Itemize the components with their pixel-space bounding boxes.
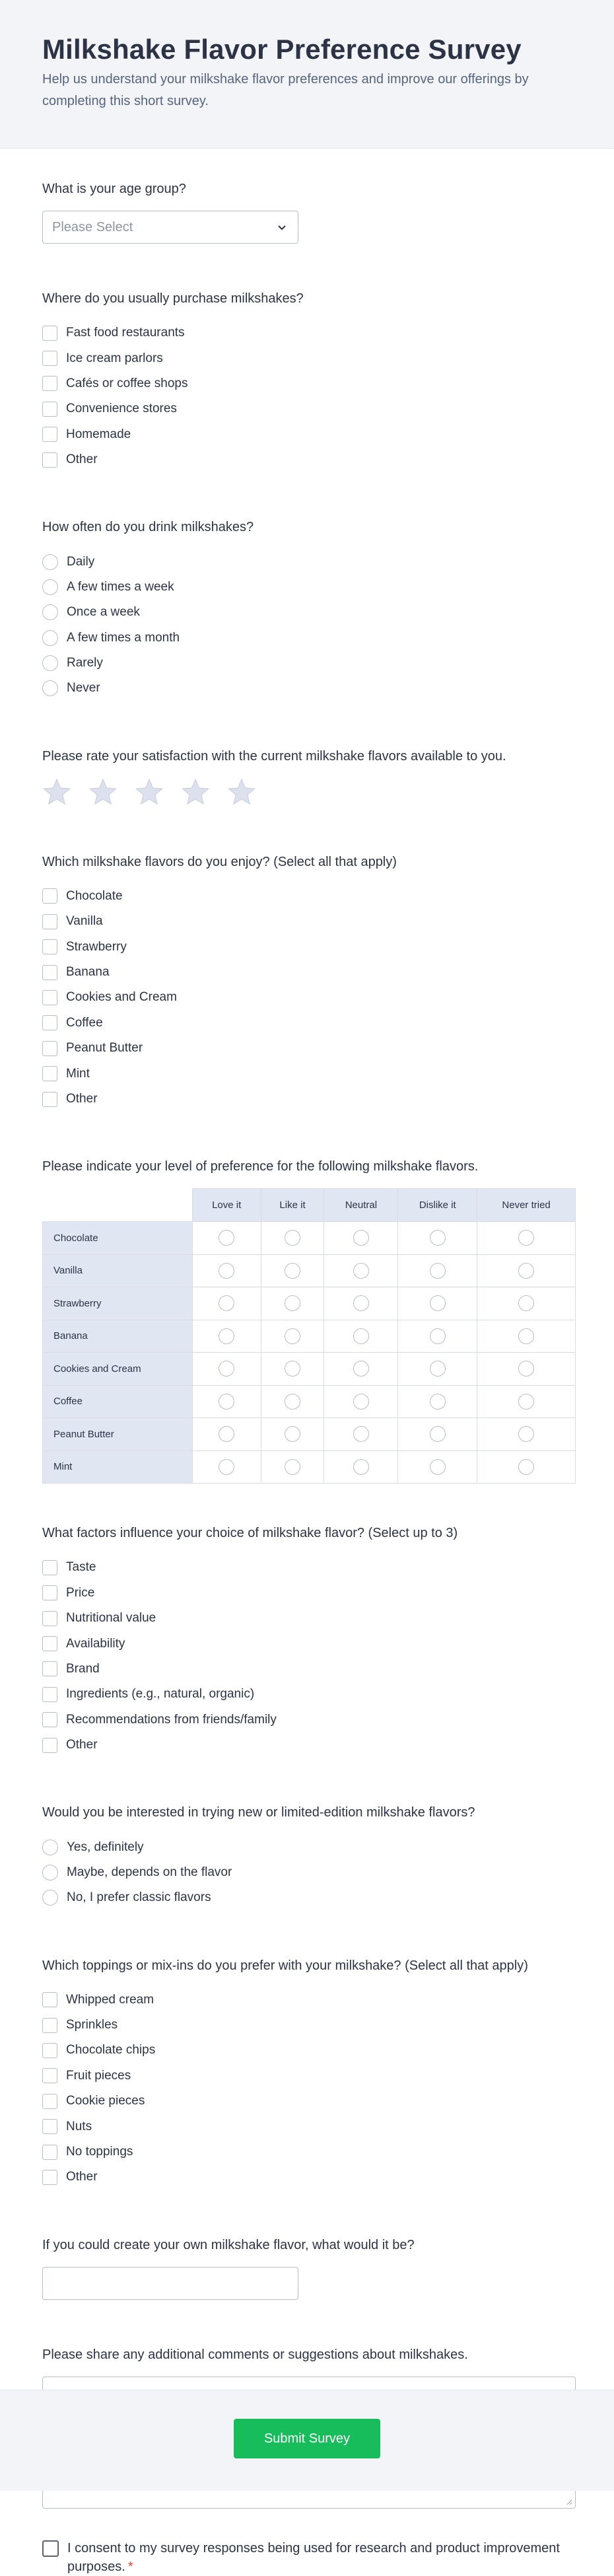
checkbox[interactable] [42, 965, 57, 980]
matrix-header-row [43, 1189, 576, 1222]
topping-options [42, 1987, 572, 2190]
matrix-radio-button[interactable] [353, 1328, 369, 1344]
matrix-cell [324, 1353, 398, 1386]
matrix-radio-button[interactable] [430, 1263, 446, 1279]
checkbox[interactable] [42, 2145, 57, 2160]
matrix-radio-button[interactable] [430, 1459, 446, 1475]
matrix-column-header: Like it [261, 1189, 324, 1222]
option-label: Price [66, 1585, 95, 1600]
matrix-row [43, 1254, 576, 1287]
matrix-cell [192, 1320, 261, 1353]
option-label: Nutritional value [66, 1611, 156, 1626]
matrix-row-label: Coffee [43, 1385, 193, 1418]
checkbox[interactable] [42, 1041, 57, 1056]
chevron-down-icon [275, 221, 289, 234]
matrix-radio-button[interactable] [219, 1263, 234, 1279]
matrix-row [43, 1320, 576, 1353]
matrix-cell [398, 1320, 477, 1353]
matrix-cell [324, 1385, 398, 1418]
form-header [0, 0, 614, 149]
matrix-radio-button[interactable] [518, 1263, 534, 1279]
matrix-radio-button[interactable] [518, 1230, 534, 1246]
checkbox[interactable] [42, 376, 57, 391]
option-label: Other [66, 1738, 98, 1752]
radio-button[interactable] [42, 604, 58, 620]
matrix-cell [398, 1222, 477, 1255]
checkbox-option[interactable] [42, 1606, 572, 1631]
question-age-group [42, 179, 572, 244]
matrix-radio-button[interactable] [430, 1361, 446, 1377]
radio-option[interactable] [42, 1885, 572, 1910]
checkbox-option[interactable] [42, 447, 572, 472]
checkbox[interactable] [42, 1092, 57, 1107]
matrix-radio-button[interactable] [353, 1263, 369, 1279]
checkbox[interactable] [42, 939, 57, 954]
option-label: Peanut Butter [66, 1041, 143, 1055]
radio-option[interactable] [42, 1834, 572, 1859]
matrix-radio-button[interactable] [353, 1361, 369, 1377]
matrix-cell [261, 1450, 324, 1484]
checkbox[interactable] [42, 1661, 57, 1676]
question-label: How often do you drink milkshakes? [42, 520, 254, 535]
option-label: No, I prefer classic flavors [67, 1890, 211, 1905]
matrix-column-header: Never tried [477, 1189, 576, 1222]
radio-option[interactable] [42, 676, 572, 701]
matrix-cell [192, 1385, 261, 1418]
checkbox-option[interactable] [42, 1087, 572, 1112]
checkbox-option[interactable] [42, 2089, 572, 2114]
checkbox[interactable] [42, 402, 57, 417]
checkbox-option[interactable] [42, 396, 572, 421]
matrix-radio-button[interactable] [219, 1230, 234, 1246]
matrix-cell [477, 1254, 576, 1287]
star-icon[interactable] [42, 778, 71, 806]
radio-button[interactable] [42, 680, 58, 696]
matrix-radio-button[interactable] [353, 1426, 369, 1442]
matrix-cell [477, 1222, 576, 1255]
star-icon[interactable] [227, 778, 256, 806]
form-content [0, 149, 614, 2576]
star-icon[interactable] [135, 778, 164, 806]
question-new-flavors [42, 1803, 572, 1910]
matrix-cell [324, 1320, 398, 1353]
radio-button[interactable] [42, 579, 58, 595]
radio-option[interactable] [42, 651, 572, 676]
matrix-cell [192, 1287, 261, 1320]
option-label: Ingredients (e.g., natural, organic) [66, 1687, 255, 1701]
checkbox[interactable] [42, 990, 57, 1005]
checkbox[interactable] [42, 2018, 57, 2033]
matrix-radio-button[interactable] [285, 1263, 300, 1279]
checkbox[interactable] [42, 1585, 57, 1600]
matrix-radio-button[interactable] [285, 1361, 300, 1377]
question-label: What is your age group? [42, 182, 186, 196]
checkbox[interactable] [42, 2119, 57, 2134]
matrix-cell [324, 1418, 398, 1451]
matrix-radio-button[interactable] [353, 1394, 369, 1410]
checkbox-option[interactable] [42, 1061, 572, 1086]
matrix-row [43, 1222, 576, 1255]
question-label: If you could create your own milkshake flavor, what would it be? [42, 2237, 415, 2252]
matrix-row-label: Cookies and Cream [43, 1353, 193, 1386]
matrix-radio-button[interactable] [430, 1295, 446, 1311]
checkbox[interactable] [42, 1066, 57, 1081]
preference-matrix-table [42, 1188, 576, 1484]
required-mark: * [127, 2559, 133, 2574]
matrix-radio-button[interactable] [518, 1328, 534, 1344]
option-label: Chocolate [66, 888, 123, 903]
checkbox[interactable] [42, 1560, 57, 1575]
matrix-cell [261, 1222, 324, 1255]
star-icon[interactable] [181, 778, 210, 806]
checkbox-option[interactable] [42, 422, 572, 447]
radio-button[interactable] [42, 1840, 58, 1855]
matrix-radio-button[interactable] [430, 1328, 446, 1344]
option-label: Rarely [67, 656, 103, 670]
matrix-row-label: Mint [43, 1450, 193, 1484]
checkbox-option[interactable] [42, 1657, 572, 1682]
checkbox[interactable] [42, 888, 57, 904]
star-rating [42, 778, 572, 806]
option-label: Cookies and Cream [66, 990, 177, 1005]
submit-button[interactable]: Submit Survey [234, 2419, 380, 2458]
matrix-row [43, 1418, 576, 1451]
matrix-radio-button[interactable] [285, 1394, 300, 1410]
matrix-radio-button[interactable] [219, 1361, 234, 1377]
matrix-radio-button[interactable] [219, 1459, 234, 1475]
matrix-cell [477, 1450, 576, 1484]
matrix-cell [261, 1353, 324, 1386]
matrix-row [43, 1353, 576, 1386]
page-subtitle: Help us understand your milkshake flavor preferences and improve our offerings by completing this short survey. [42, 72, 529, 108]
checkbox-option[interactable] [42, 1036, 572, 1061]
matrix-row [43, 1450, 576, 1484]
frequency-options [42, 549, 572, 701]
question-toppings [42, 1956, 572, 2190]
checkbox-option[interactable] [42, 2013, 572, 2038]
checkbox[interactable] [42, 427, 57, 442]
radio-option[interactable] [42, 626, 572, 651]
checkbox-option[interactable] [42, 909, 572, 934]
option-label: Fruit pieces [66, 2068, 131, 2083]
radio-button[interactable] [42, 630, 58, 646]
matrix-cell [477, 1418, 576, 1451]
matrix-cell [261, 1418, 324, 1451]
matrix-radio-button[interactable] [219, 1426, 234, 1442]
matrix-cell [324, 1222, 398, 1255]
checkbox[interactable] [42, 2068, 57, 2083]
question-satisfaction [42, 746, 572, 806]
resize-grip-icon[interactable] [566, 2499, 572, 2505]
option-label: Nuts [66, 2119, 92, 2133]
matrix-radio-button[interactable] [430, 1426, 446, 1442]
option-label: Sprinkles [66, 2018, 118, 2032]
matrix-row [43, 1385, 576, 1418]
matrix-cell [398, 1385, 477, 1418]
option-label: Yes, definitely [67, 1840, 144, 1854]
matrix-row-label: Vanilla [43, 1254, 193, 1287]
matrix-row-label: Chocolate [43, 1222, 193, 1255]
radio-option[interactable] [42, 549, 572, 574]
option-label: Homemade [66, 427, 131, 441]
matrix-cell [477, 1385, 576, 1418]
option-label: Convenience stores [66, 402, 177, 416]
question-label: Please rate your satisfaction with the current milkshake flavors available to you. [42, 748, 506, 764]
matrix-cell [192, 1353, 261, 1386]
checkbox[interactable] [42, 1611, 57, 1626]
age-group-dropdown[interactable] [42, 211, 298, 244]
question-preference-matrix [42, 1157, 572, 1484]
matrix-cell [192, 1450, 261, 1484]
question-factors [42, 1523, 572, 1758]
form-footer [0, 2390, 614, 2491]
matrix-radio-button[interactable] [285, 1459, 300, 1475]
matrix-cell [324, 1254, 398, 1287]
matrix-radio-button[interactable] [353, 1230, 369, 1246]
matrix-radio-button[interactable] [518, 1394, 534, 1410]
checkbox-option[interactable] [42, 2114, 572, 2139]
question-flavors [42, 852, 572, 1112]
checkbox[interactable] [42, 1712, 57, 1727]
question-purchase-location [42, 289, 572, 472]
checkbox[interactable] [42, 2170, 57, 2185]
matrix-cell [398, 1418, 477, 1451]
checkbox-option[interactable] [42, 884, 572, 909]
checkbox-option[interactable] [42, 1987, 572, 2013]
option-label: Strawberry [66, 939, 127, 954]
question-label: Which toppings or mix-ins do you prefer with your milkshake? (Select all that apply) [42, 1958, 528, 1973]
question-label: Where do you usually purchase milkshakes? [42, 291, 304, 306]
checkbox-option[interactable] [42, 320, 572, 345]
checkbox-option[interactable] [42, 2165, 572, 2190]
checkbox-option[interactable] [42, 1581, 572, 1606]
checkbox-option[interactable] [42, 1011, 572, 1036]
matrix-cell [324, 1450, 398, 1484]
question-label: Would you be interested in trying new or limited-edition milkshake flavors? [42, 1805, 475, 1820]
checkbox[interactable] [42, 1687, 57, 1702]
matrix-radio-button[interactable] [285, 1328, 300, 1344]
option-label: No toppings [66, 2145, 133, 2159]
matrix-column-header: Neutral [324, 1189, 398, 1222]
matrix-row-label: Peanut Butter [43, 1418, 193, 1451]
checkbox[interactable] [42, 1636, 57, 1651]
option-label: Taste [66, 1560, 96, 1575]
option-label: Whipped cream [66, 1992, 154, 2007]
checkbox[interactable] [42, 452, 57, 468]
matrix-radio-button[interactable] [518, 1459, 534, 1475]
consent-text: I consent to my survey responses being used for research and product improvement purposes. [67, 2540, 560, 2574]
checkbox-option[interactable] [42, 2063, 572, 2089]
checkbox[interactable] [42, 1015, 57, 1030]
matrix-radio-button[interactable] [285, 1426, 300, 1442]
matrix-cell [261, 1287, 324, 1320]
matrix-radio-button[interactable] [518, 1295, 534, 1311]
checkbox[interactable] [42, 351, 57, 366]
matrix-cell [192, 1418, 261, 1451]
option-label: Brand [66, 1661, 100, 1676]
question-frequency [42, 517, 572, 701]
option-label: A few times a month [67, 630, 180, 645]
question-label: Please indicate your level of preference for the following milkshake flavors. [42, 1159, 479, 1174]
matrix-cell [261, 1254, 324, 1287]
matrix-cell [261, 1320, 324, 1353]
checkbox-option[interactable] [42, 960, 572, 985]
dropdown-placeholder: Please Select [52, 219, 133, 234]
option-label: Daily [67, 554, 95, 569]
checkbox[interactable] [42, 2043, 57, 2058]
option-label: Availability [66, 1636, 125, 1651]
radio-option[interactable] [42, 600, 572, 625]
checkbox-option[interactable] [42, 2038, 572, 2063]
consent-field [42, 2539, 572, 2576]
matrix-radio-button[interactable] [219, 1394, 234, 1410]
option-label: Fast food restaurants [66, 326, 185, 340]
matrix-cell [192, 1222, 261, 1255]
matrix-radio-button[interactable] [353, 1459, 369, 1475]
option-label: Once a week [67, 605, 140, 620]
radio-button[interactable] [42, 655, 58, 671]
radio-option[interactable] [42, 575, 572, 600]
option-label: Never [67, 681, 100, 696]
option-label: Other [66, 2170, 98, 2184]
matrix-radio-button[interactable] [353, 1295, 369, 1311]
radio-option[interactable] [42, 1860, 572, 1885]
matrix-cell [398, 1353, 477, 1386]
option-label: Ice cream parlors [66, 351, 163, 365]
option-label: Coffee [66, 1015, 103, 1030]
matrix-radio-button[interactable] [219, 1328, 234, 1344]
checkbox-option[interactable] [42, 1682, 572, 1707]
matrix-cell [192, 1254, 261, 1287]
option-label: A few times a week [67, 579, 174, 594]
matrix-radio-button[interactable] [518, 1361, 534, 1377]
checkbox[interactable] [42, 914, 57, 929]
question-own-flavor [42, 2235, 572, 2300]
purchase-options [42, 320, 572, 472]
page-title: Milkshake Flavor Preference Survey [42, 34, 522, 65]
matrix-cell [477, 1320, 576, 1353]
option-label: Other [66, 1092, 98, 1106]
option-label: Cookie pieces [66, 2094, 145, 2108]
checkbox-option[interactable] [42, 985, 572, 1010]
option-label: Maybe, depends on the flavor [67, 1865, 232, 1879]
consent-checkbox[interactable] [42, 2540, 59, 2557]
matrix-column-header: Love it [192, 1189, 261, 1222]
matrix-cell [398, 1287, 477, 1320]
matrix-cell [398, 1254, 477, 1287]
matrix-cell [261, 1385, 324, 1418]
checkbox[interactable] [42, 326, 57, 341]
option-label: Recommendations from friends/family [66, 1712, 277, 1727]
checkbox[interactable] [42, 1738, 57, 1753]
question-label: Please share any additional comments or suggestions about milkshakes. [42, 2347, 468, 2362]
checkbox-option[interactable] [42, 1631, 572, 1656]
option-label: Banana [66, 965, 110, 980]
new-flavor-options [42, 1834, 572, 1910]
radio-button[interactable] [42, 554, 58, 570]
matrix-row [43, 1287, 576, 1320]
matrix-cell [477, 1353, 576, 1386]
matrix-row-label: Strawberry [43, 1287, 193, 1320]
question-label: Which milkshake flavors do you enjoy? (Select all that apply) [42, 854, 397, 869]
question-label: What factors influence your choice of milkshake flavor? (Select up to 3) [42, 1526, 458, 1541]
star-icon[interactable] [88, 778, 118, 806]
checkbox-option[interactable] [42, 1733, 572, 1758]
checkbox[interactable] [42, 2094, 57, 2109]
factor-options [42, 1555, 572, 1758]
matrix-cell [324, 1287, 398, 1320]
consent-label [67, 2539, 572, 2576]
option-label: Vanilla [66, 914, 103, 929]
checkbox-option[interactable] [42, 345, 572, 371]
flavor-options [42, 884, 572, 1112]
option-label: Other [66, 452, 98, 467]
matrix-column-header: Dislike it [398, 1189, 477, 1222]
matrix-corner [43, 1189, 193, 1222]
checkbox[interactable] [42, 1992, 57, 2007]
own-flavor-input[interactable] [42, 2267, 298, 2300]
matrix-row-label: Banana [43, 1320, 193, 1353]
checkbox-option[interactable] [42, 1555, 572, 1580]
checkbox-option[interactable] [42, 1707, 572, 1733]
matrix-cell [398, 1450, 477, 1484]
radio-button[interactable] [42, 1890, 58, 1906]
radio-button[interactable] [42, 1865, 58, 1880]
matrix-radio-button[interactable] [219, 1295, 234, 1311]
option-label: Cafés or coffee shops [66, 376, 188, 390]
checkbox-option[interactable] [42, 934, 572, 959]
matrix-radio-button[interactable] [430, 1394, 446, 1410]
matrix-radio-button[interactable] [518, 1426, 534, 1442]
matrix-radio-button[interactable] [285, 1230, 300, 1246]
matrix-cell [477, 1287, 576, 1320]
option-label: Chocolate chips [66, 2043, 156, 2057]
matrix-radio-button[interactable] [285, 1295, 300, 1311]
matrix-radio-button[interactable] [430, 1230, 446, 1246]
option-label: Mint [66, 1066, 90, 1081]
checkbox-option[interactable] [42, 2139, 572, 2165]
checkbox-option[interactable] [42, 371, 572, 396]
